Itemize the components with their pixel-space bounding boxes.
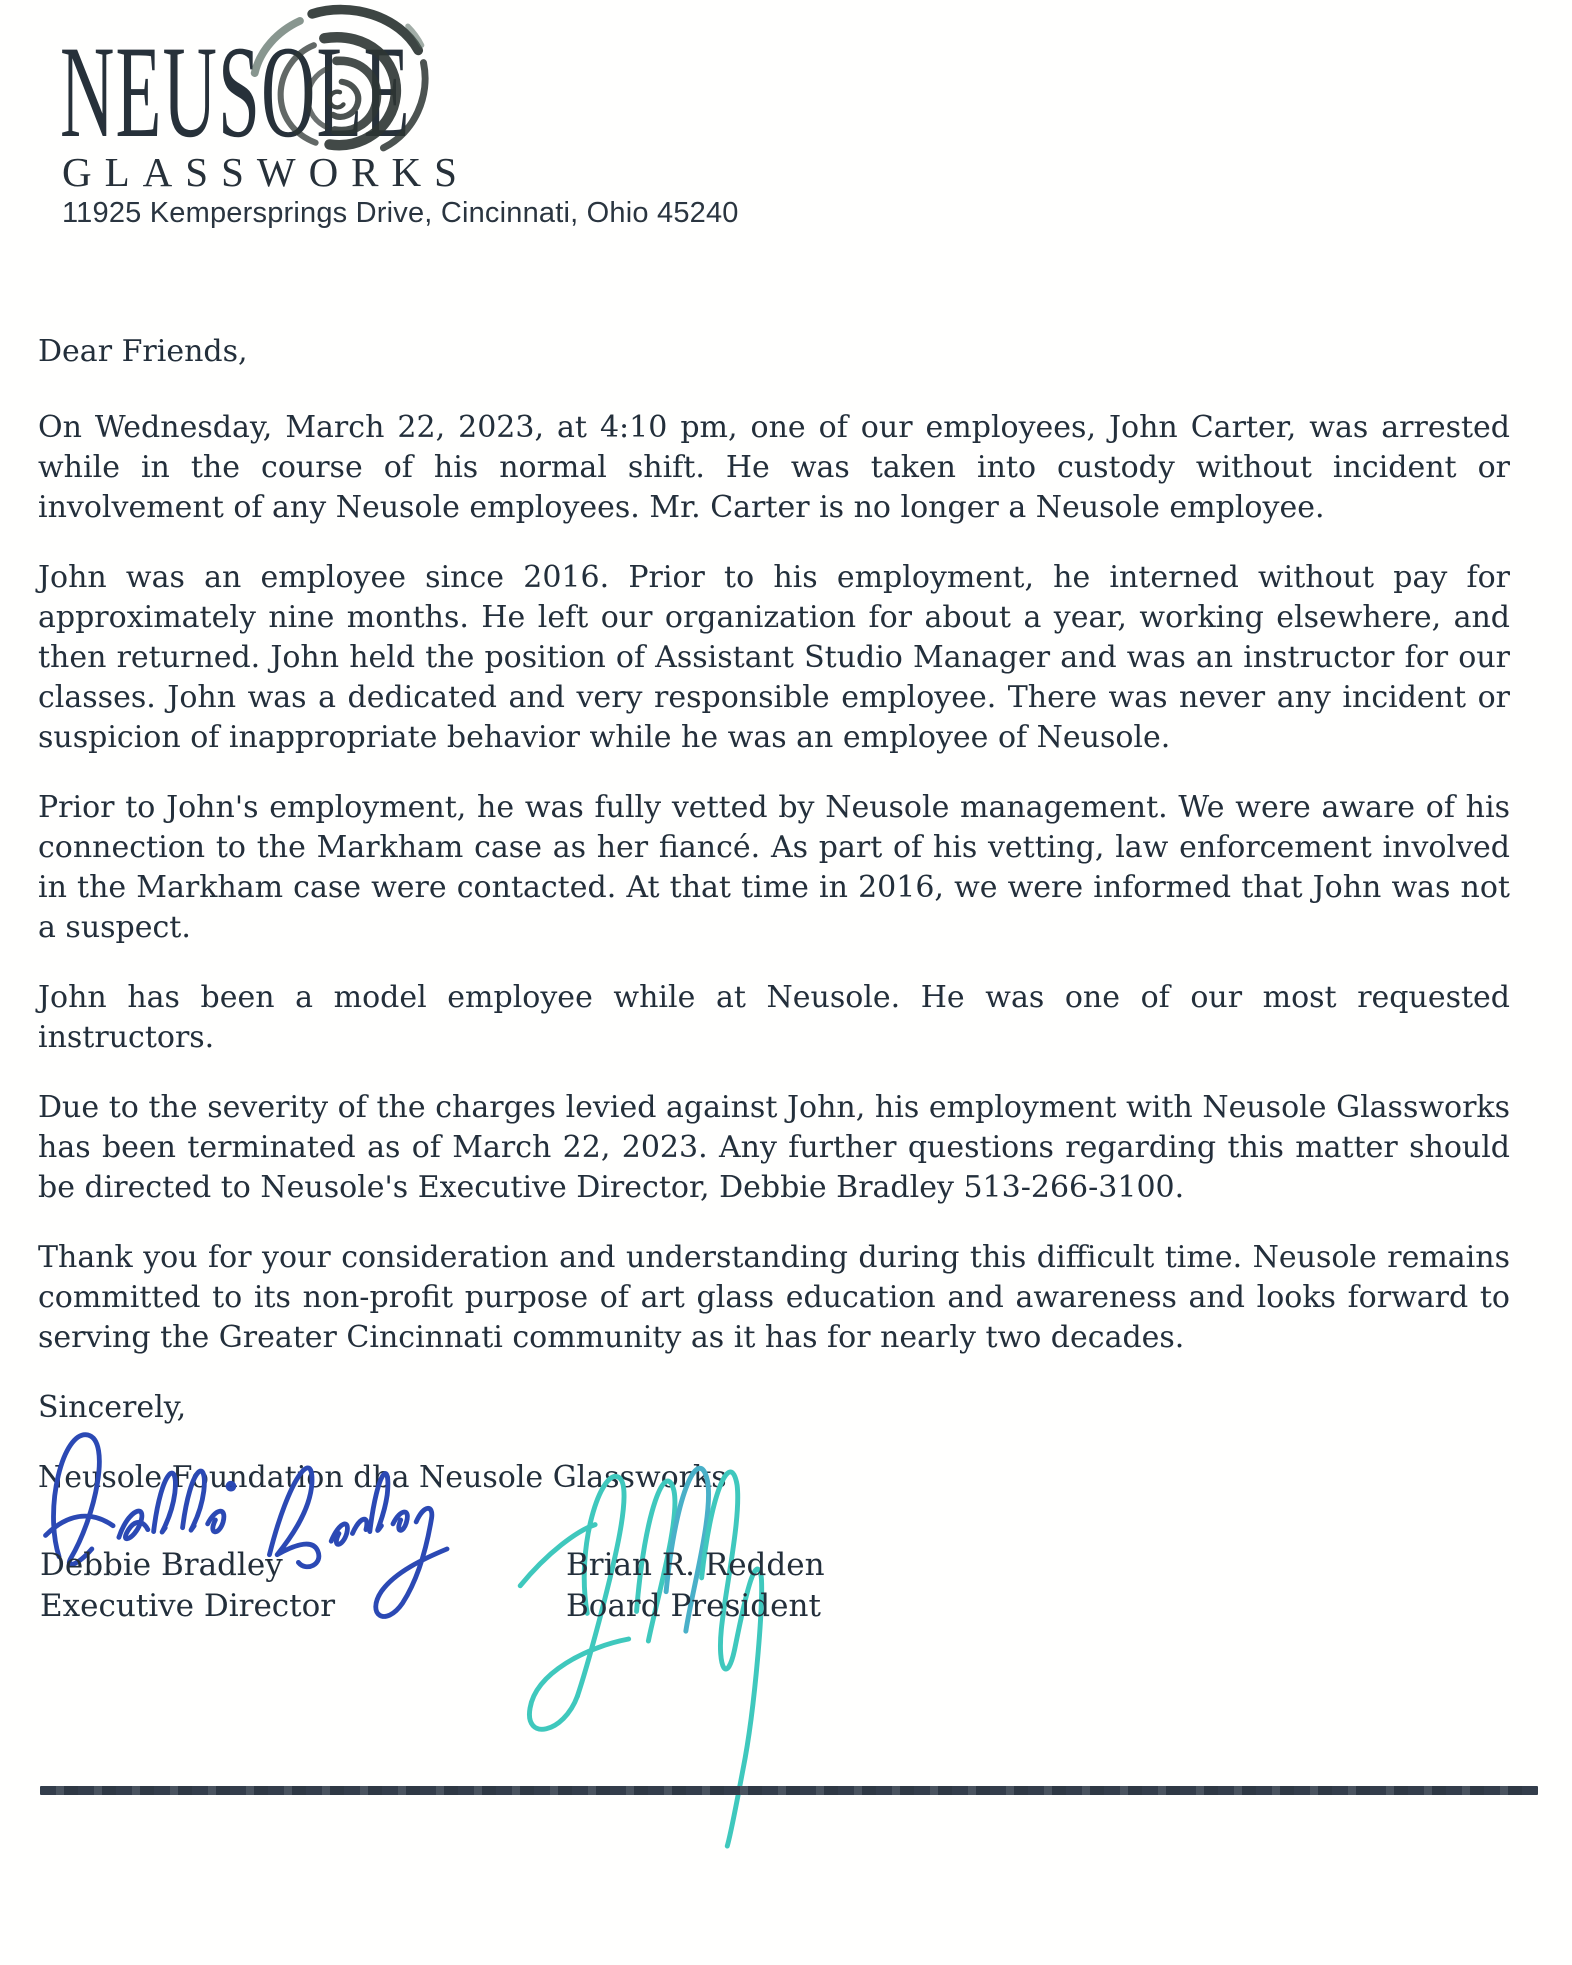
glass-swirl-logo-icon [224,0,442,174]
salutation: Dear Friends, [38,334,248,369]
brand-name: NEUSOLE [60,18,411,165]
paragraph-vetting: Prior to John's employment, he was fully vetted by Neusole management. We were aware of his connection to the Markham case as her fiancé. As part of his vetting, law enforcement involved in the Markham case were contacted. At that time in 2016, we were informed that John was not a suspect. [38,790,1510,945]
paragraph-model-employee: John has been a model employee while at Neusole. He was one of our most requested instructors. [38,980,1510,1055]
signer-title: Executive Director [40,1588,336,1624]
closing: Sincerely, [38,1390,187,1425]
signer-name: Debbie Bradley [40,1547,283,1583]
paragraph-thanks: Thank you for your consideration and understanding during this difficult time. Neusole remains committed to its non-profit purpose of art glass education and awareness and looks forward to serving the Greater Cincinnati community as it has for nearly two decades. [38,1240,1510,1355]
signature-block-board-president [566,1545,825,1627]
paragraph-employment-history: John was an employee since 2016. Prior to his employment, he interned without pay for approximately nine months. He left our organization for about a year, working elsewhere, and then returned. John held the position of Assistant Studio Manager and was an instructor for our classes. John was a dedicated and very responsible employee. There was never any incident or suspicion of inappropriate behavior while he was an employee of Neusole. [38,560,1510,755]
brand-subtitle: GLASSWORKS [62,149,470,195]
organization-line: Neusole Foundation dba Neusole Glassworks [38,1460,727,1495]
paragraph-arrest: On Wednesday, March 22, 2023, at 4:10 pm, one of our employees, John Carter, was arrested while in the course of his normal shift. He was taken into custody without incident or involvement of any Neusole employees. Mr. Carter is no longer a Neusole employee. [38,410,1510,525]
letterhead-address: 11925 Kempersprings Drive, Cincinnati, Ohio 45240 [62,197,739,229]
paragraph-termination: Due to the severity of the charges levied against John, his employment with Neusole Glassworks has been terminated as of March 22, 2023. Any further questions regarding this matter should be directed to Neusole's Executive Director, Debbie Bradley 513-266-3100. [38,1090,1510,1205]
letterhead [0,0,1572,250]
bottom-rule [40,1786,1538,1795]
signer-title: Board President [566,1588,821,1624]
signer-name: Brian R. Redden [566,1547,825,1583]
signature-block-executive-director [40,1545,335,1627]
letter-body [38,332,1510,1528]
